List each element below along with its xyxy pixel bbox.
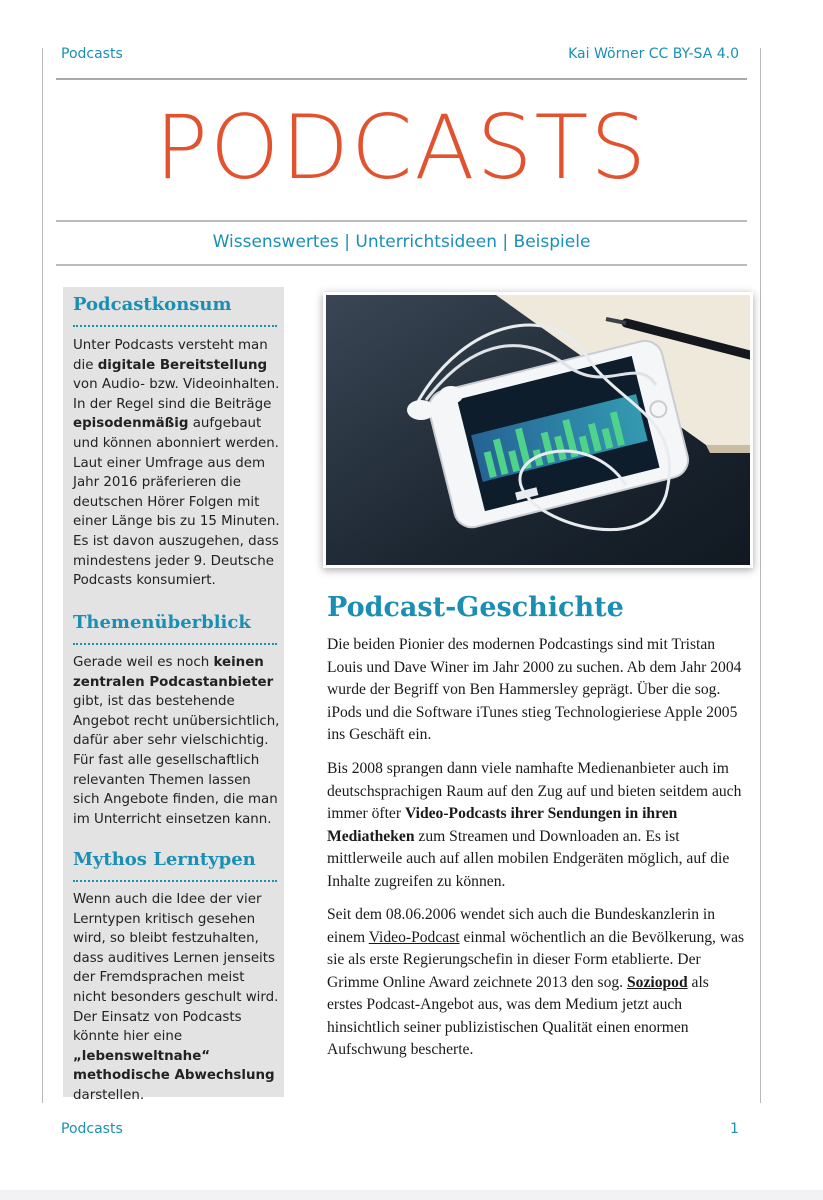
text-run: Bis 2008 sprangen dann viele namhafte Medienanbieter auch im deutschsprachigen Raum auf den Zug auf und bieten seitdem auch immer öfter: [327, 760, 742, 822]
sidebar-text-themenueberblick: [73, 653, 281, 829]
text-run: zum Streamen und Downloaden an. Es ist mittlerweile auch auf allen mobilen Endgeräten möglich, auf die Inhalte zugreifen zu können.: [327, 827, 730, 890]
text-run: Die beiden Pionier des modernen Podcastings sind mit Tristan Louis und Dave Winer im Jahr 2000 zu suchen. Ab dem Jahr 2004 wurde der Begriff von Ben Hammersley geprägt. Über die sog. iPods und die Software iTunes stieg Technologieriese Apple 2005 ins Geschäft ein.: [327, 636, 742, 743]
text-run: einmal wöchentlich an die Bevölkerung, was sie als erste Regierungschefin in dieser Form etablierte. Der Grimme Online Award zeichnete 2013 den sog.: [327, 928, 745, 991]
bold-text: episodenmäßig: [73, 416, 189, 432]
bold-text: „lebensweltnahe“ methodische Abwechslung: [73, 1048, 275, 1084]
article-paragraph-3: [327, 904, 747, 1062]
page-title: PODCASTS: [154, 96, 649, 199]
sidebar-divider: [73, 643, 277, 645]
sidebar-divider: [73, 325, 277, 327]
subtitle-rule-top: [56, 220, 747, 222]
sidebar-text-podcastkonsum: [73, 336, 281, 591]
page-subtitle: Wissenswertes | Unterrichtsideen | Beispiele: [212, 232, 591, 252]
text-run: Video-Podcasts ihrer Sendungen in ihren Mediatheken: [327, 805, 678, 845]
article-paragraph-1: [327, 634, 747, 747]
text-run: aufgebaut und können abonniert werden. Laut einer Umfrage aus dem Jahr 2016 präferieren die deutschen Hörer Folgen mit einer Länge bis zu 15 Minuten. Es ist davon auszugehen, dass mindestens jeder 9. Deutsche Podcasts konsumiert.: [73, 416, 280, 589]
podcast-photo: [323, 292, 753, 568]
header-right: Kai Wörner CC BY-SA 4.0: [568, 46, 739, 62]
bold-text: digitale Bereitstellung: [97, 357, 268, 373]
footer-left: Podcasts: [61, 1121, 123, 1137]
link-text: Soziopod: [626, 973, 688, 991]
text-run: gibt, ist das bestehende Angebot recht unübersichtlich, dafür aber sehr vielschichtig. Für fast alle gesellschaftlich relevanten Themen lassen sich Angebote finden, die man im Unterricht einsetzen kann.: [73, 694, 280, 827]
text-run: darstellen.: [73, 1087, 145, 1103]
smartphone-earphones-image: [326, 295, 750, 565]
page-number: 1: [730, 1121, 739, 1137]
text-run: Unter Podcasts versteht man die: [73, 338, 268, 373]
text-run: Wenn auch die Idee der vier Lerntypen kritisch gesehen wird, so bleibt festzuhalten, dass auditives Lernen jenseits der Fremdsprachen meist nicht besonders geschult wird. Der Einsatz von Podcasts könnte hier eine: [73, 892, 279, 1045]
sidebar-heading-mythos-lerntypen: Mythos Lerntypen: [73, 849, 256, 870]
header-left: Podcasts: [61, 46, 123, 62]
text-run: Gerade weil es noch: [73, 655, 214, 670]
sidebar-divider: [73, 880, 277, 882]
bold-text: keinen zentralen Podcastanbieter: [73, 655, 274, 690]
right-margin-line: [760, 48, 761, 1103]
header-rule: [56, 78, 747, 80]
article-heading: Podcast-Geschichte: [327, 592, 624, 623]
text-run: als erstes Podcast-Angebot aus, was dem Medium jetzt auch hinsichtlich seiner publizistischen Qualität einen enormen Aufschwung bescherte.: [327, 973, 709, 1058]
article-paragraph-2: [327, 758, 747, 893]
text-run: Seit dem 08.06.2006 wendet sich auch die Bundeskanzlerin in einem: [327, 906, 716, 946]
sidebar-heading-themenueberblick: Themenüberblick: [73, 612, 251, 633]
link-text: Video-Podcast: [368, 928, 460, 946]
subtitle-rule-bottom: [56, 264, 747, 266]
left-margin-line: [42, 48, 43, 1103]
sidebar-heading-podcastkonsum: Podcastkonsum: [73, 294, 232, 315]
text-run: von Audio- bzw. Videoinhalten. In der Regel sind die Beiträge: [73, 377, 280, 412]
sidebar-text-mythos-lerntypen: [73, 890, 281, 1106]
